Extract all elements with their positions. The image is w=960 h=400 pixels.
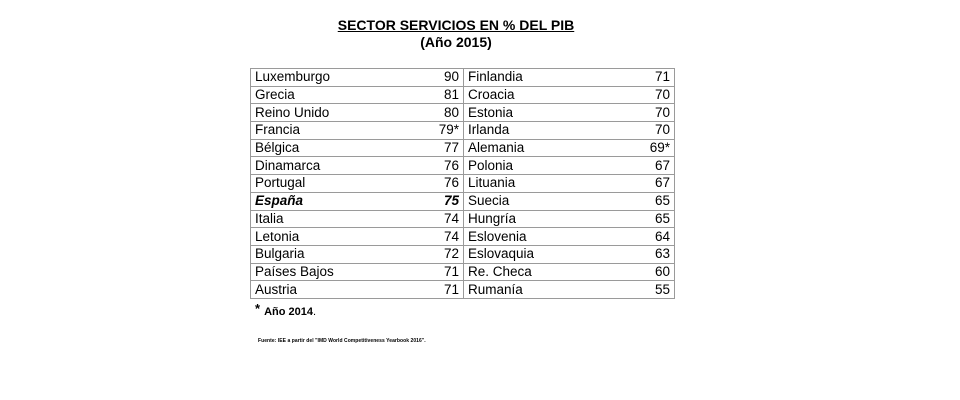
value-cell: 63 bbox=[575, 245, 675, 263]
value-cell: 67 bbox=[575, 157, 675, 175]
country-cell: Austria bbox=[251, 281, 391, 299]
value-cell: 65 bbox=[575, 192, 675, 210]
value-cell: 69* bbox=[575, 139, 675, 157]
table-row bbox=[251, 192, 675, 210]
table-row bbox=[251, 157, 675, 175]
table-row bbox=[251, 228, 675, 246]
table-row bbox=[251, 104, 675, 122]
document-title-block bbox=[0, 17, 912, 51]
country-cell: Bélgica bbox=[251, 139, 391, 157]
value-cell: 71 bbox=[390, 263, 464, 281]
document-title: SECTOR SERVICIOS EN % DEL PIB bbox=[337, 17, 575, 33]
value-cell: 72 bbox=[390, 245, 464, 263]
table-row bbox=[251, 122, 675, 140]
value-cell: 70 bbox=[575, 104, 675, 122]
country-cell: Hungría bbox=[464, 210, 576, 228]
value-cell: 90 bbox=[390, 69, 464, 87]
value-cell: 55 bbox=[575, 281, 675, 299]
country-cell: Italia bbox=[251, 210, 391, 228]
country-cell: Re. Checa bbox=[464, 263, 576, 281]
country-cell: España bbox=[251, 192, 391, 210]
country-cell: Luxemburgo bbox=[251, 69, 391, 87]
value-cell: 65 bbox=[575, 210, 675, 228]
country-cell: Finlandia bbox=[464, 69, 576, 87]
table-body bbox=[251, 69, 675, 299]
footnote-marker: * bbox=[255, 301, 261, 316]
value-cell: 77 bbox=[390, 139, 464, 157]
country-cell: Rumanía bbox=[464, 281, 576, 299]
value-cell: 71 bbox=[575, 69, 675, 87]
value-cell: 64 bbox=[575, 228, 675, 246]
value-cell: 71 bbox=[390, 281, 464, 299]
country-cell: Eslovenia bbox=[464, 228, 576, 246]
footnote bbox=[255, 301, 316, 318]
country-cell: Países Bajos bbox=[251, 263, 391, 281]
value-cell: 80 bbox=[390, 104, 464, 122]
value-cell: 70 bbox=[575, 86, 675, 104]
value-cell: 67 bbox=[575, 175, 675, 193]
country-cell: Irlanda bbox=[464, 122, 576, 140]
country-cell: Grecia bbox=[251, 86, 391, 104]
country-cell: Suecia bbox=[464, 192, 576, 210]
country-cell: Alemania bbox=[464, 139, 576, 157]
table-row bbox=[251, 210, 675, 228]
table-row bbox=[251, 139, 675, 157]
footnote-end: . bbox=[312, 306, 317, 318]
footnote-text: Año 2014 bbox=[264, 306, 313, 318]
value-cell: 79* bbox=[390, 122, 464, 140]
country-cell: Croacia bbox=[464, 86, 576, 104]
value-cell: 70 bbox=[575, 122, 675, 140]
value-cell: 76 bbox=[390, 175, 464, 193]
value-cell: 81 bbox=[390, 86, 464, 104]
country-cell: Lituania bbox=[464, 175, 576, 193]
country-cell: Dinamarca bbox=[251, 157, 391, 175]
country-cell: Letonia bbox=[251, 228, 391, 246]
country-cell: Portugal bbox=[251, 175, 391, 193]
table-row bbox=[251, 86, 675, 104]
document-subtitle: (Año 2015) bbox=[420, 34, 492, 50]
value-cell: 74 bbox=[390, 228, 464, 246]
source-note: Fuente: IEE a partir del "IMD World Competitiveness Yearbook 2016". bbox=[258, 338, 426, 344]
table-row bbox=[251, 281, 675, 299]
country-cell: Bulgaria bbox=[251, 245, 391, 263]
table-row bbox=[251, 175, 675, 193]
value-cell: 60 bbox=[575, 263, 675, 281]
country-cell: Polonia bbox=[464, 157, 576, 175]
country-cell: Estonia bbox=[464, 104, 576, 122]
value-cell: 75 bbox=[390, 192, 464, 210]
table-row bbox=[251, 263, 675, 281]
country-cell: Reino Unido bbox=[251, 104, 391, 122]
services-gdp-table bbox=[250, 68, 675, 299]
country-cell: Francia bbox=[251, 122, 391, 140]
value-cell: 74 bbox=[390, 210, 464, 228]
table-row bbox=[251, 245, 675, 263]
table-row bbox=[251, 69, 675, 87]
country-cell: Eslovaquia bbox=[464, 245, 576, 263]
value-cell: 76 bbox=[390, 157, 464, 175]
